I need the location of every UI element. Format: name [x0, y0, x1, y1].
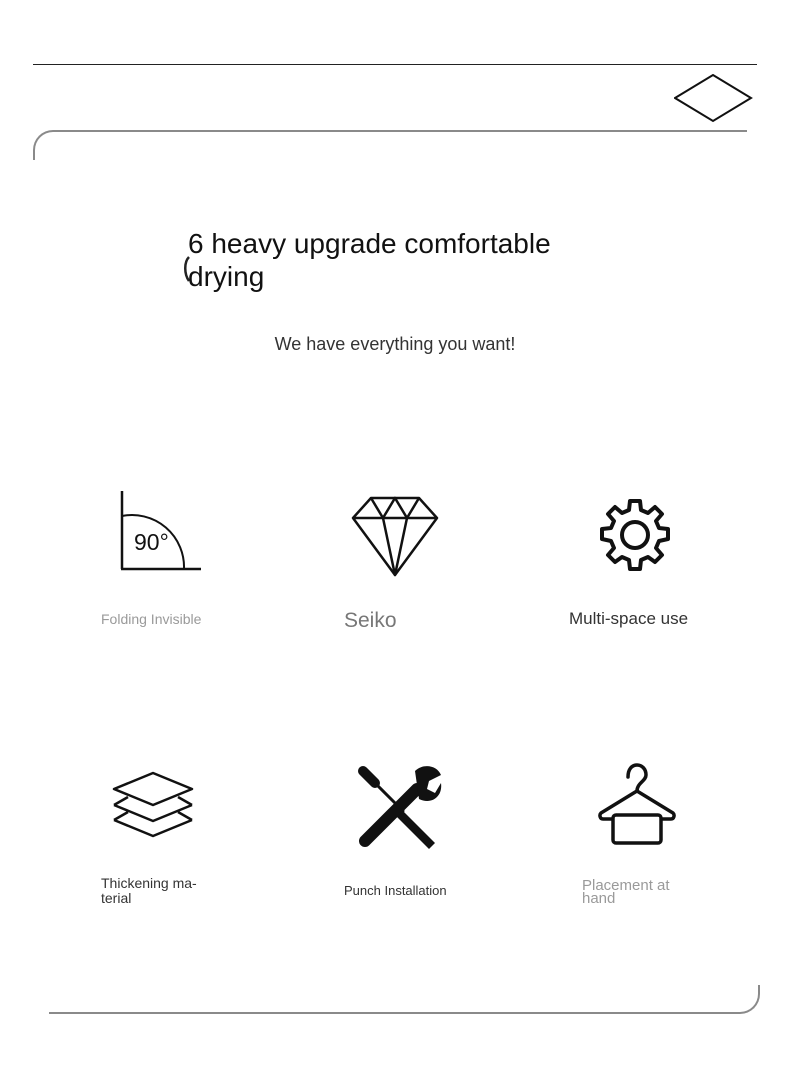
layers-icon [112, 771, 194, 839]
frame-bottom-border [49, 985, 760, 1014]
frame-top-border [33, 130, 747, 160]
hanger-icon [598, 763, 676, 847]
page-headline: 6 heavy upgrade comfortable drying [188, 228, 551, 292]
top-divider [33, 64, 757, 65]
feature-label-seiko: Seiko [344, 609, 397, 632]
feature-label-multi-space-use: Multi-space use [569, 609, 689, 628]
angle-90-label: 90° [134, 529, 169, 555]
feature-placement-at-hand [598, 763, 676, 847]
feature-label-folding-invisible: Folding Invisible [101, 611, 202, 627]
diamond-icon [351, 496, 439, 578]
feature-seiko [351, 496, 439, 578]
feature-label-placement-at-hand: Placement at hand [582, 877, 670, 908]
feature-folding-invisible [120, 490, 204, 572]
feature-thickening-material [112, 771, 194, 839]
feature-multi-space-use [596, 496, 674, 574]
feature-punch-installation [355, 763, 443, 849]
gear-icon [596, 496, 674, 574]
page-tagline: We have everything you want! [274, 334, 516, 354]
diamond-outline-icon [674, 74, 754, 124]
feature-label-thickening-material: Thickening ma- terial [101, 875, 197, 906]
feature-label-punch-installation: Punch Installation [344, 883, 447, 898]
wrench-screwdriver-icon [355, 763, 443, 849]
angle-90-icon [120, 490, 204, 572]
